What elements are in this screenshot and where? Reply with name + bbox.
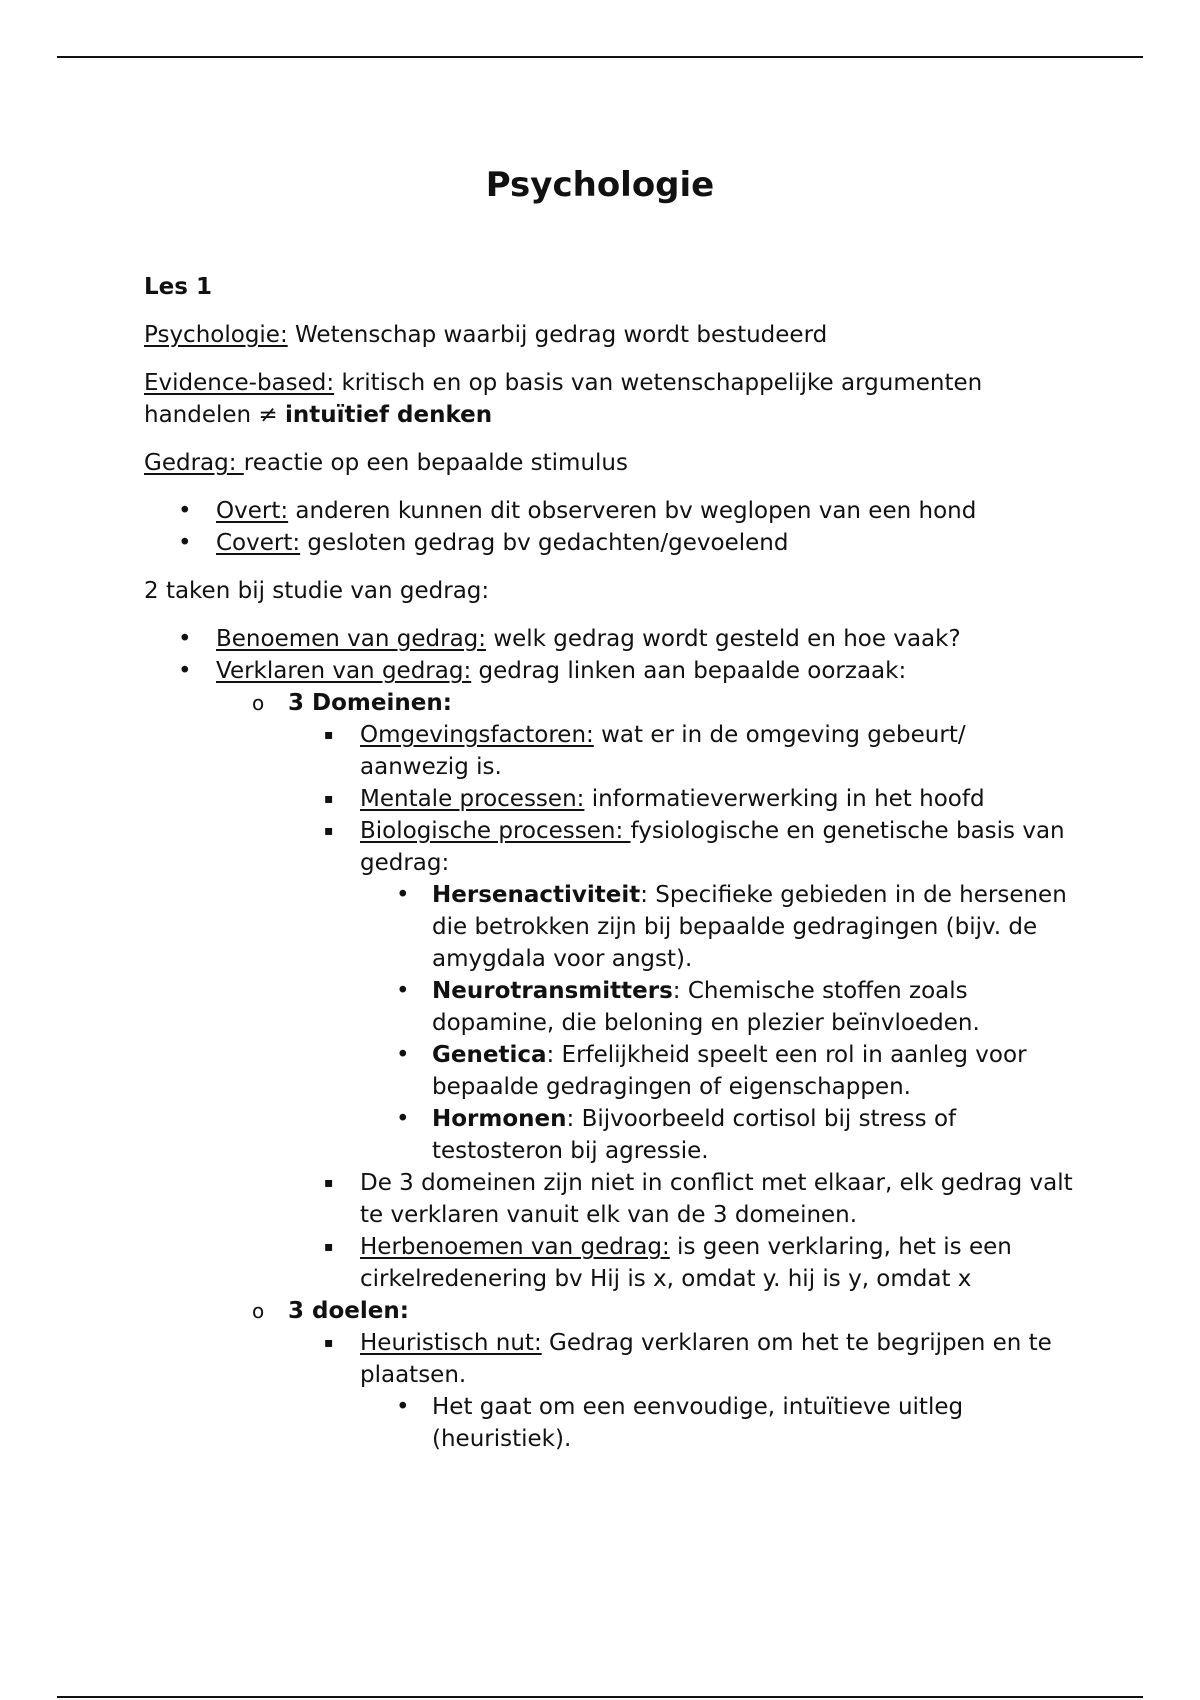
list-item (432, 975, 1074, 1039)
list-item: ▪ De 3 domeinen zijn niet in conflict met elkaar, elk gedrag valt te verklaren vanuit elk van de 3 domeinen. (360, 1167, 1074, 1231)
item-text: fysiologische en genetische basis van gedrag: (360, 818, 1065, 876)
list-item (360, 815, 1074, 1167)
term: Evidence-based: (144, 370, 335, 396)
list-item (432, 1039, 1074, 1103)
definition-text: reactie op een bepaalde stimulus (243, 450, 628, 476)
list-item (360, 783, 1074, 815)
term: Omgevingsfactoren: (360, 722, 594, 748)
definition-psychologie (144, 319, 1074, 351)
list-item (216, 495, 1074, 527)
definition-gedrag (144, 447, 1074, 479)
biologische-list (432, 879, 1074, 1167)
term: Psychologie: (144, 322, 288, 348)
item-text: gesloten gedrag bv gedachten/gevoelend (300, 530, 789, 556)
list-item (432, 879, 1074, 975)
term: Herbenoemen van gedrag: (360, 1234, 670, 1260)
definition-text: kritisch en op basis van wetenschappelijke argumenten handelen ≠ (144, 370, 983, 428)
bold-term: Genetica (432, 1042, 547, 1068)
item-text: : Chemische stoffen zoals dopamine, die beloning en plezier beïnvloeden. (432, 978, 980, 1036)
bold-term: Neurotransmitters (432, 978, 673, 1004)
doelen-list (360, 1327, 1074, 1455)
list-item (288, 1295, 1074, 1455)
item-text: : Erfelijkheid speelt een rol in aanleg voor bepaalde gedragingen of eigenschappen. (432, 1042, 1027, 1100)
document-body (144, 271, 1074, 1455)
heuristisch-sublist (432, 1391, 1074, 1455)
term: Heuristisch nut: (360, 1330, 542, 1356)
doelen-label: 3 doelen: (288, 1298, 409, 1324)
list-item (360, 1231, 1074, 1295)
taken-list (216, 623, 1074, 1455)
list-item: • Het gaat om een eenvoudige, intuïtieve uitleg (heuristiek). (432, 1391, 1074, 1455)
definition-text: Wetenschap waarbij gedrag wordt bestudeerd (287, 322, 828, 348)
lesson-heading: Les 1 (144, 274, 212, 300)
item-text: Gedrag verklaren om het te begrijpen en te plaatsen. (360, 1330, 1052, 1388)
term: Covert: (216, 530, 301, 556)
taken-intro: 2 taken bij studie van gedrag: (144, 578, 490, 604)
list-item (288, 687, 1074, 1295)
item-text: : Bijvoorbeeld cortisol bij stress of testosteron bij agressie. (432, 1106, 957, 1164)
term: Biologische processen: (360, 818, 631, 844)
item-text: wat er in de omgeving gebeurt/ aanwezig is. (360, 722, 966, 780)
item-text: informatieverwerking in het hoofd (584, 786, 985, 812)
verklaren-sublist (288, 687, 1074, 1455)
top-rule (57, 56, 1143, 58)
item-text: is geen verklaring, het is een cirkelredenering bv Hij is x, omdat y. hij is y, omdat x (360, 1234, 1012, 1292)
term: Mentale processen: (360, 786, 585, 812)
term: Overt: (216, 498, 289, 524)
term: Verklaren van gedrag: (216, 658, 472, 684)
list-item (432, 1103, 1074, 1167)
gedrag-types-list (216, 495, 1074, 559)
item-text: : Specifieke gebieden in de hersenen die betrokken zijn bij bepaalde gedragingen (bijv. de amygdala voor angst). (432, 882, 1067, 972)
list-item (216, 527, 1074, 559)
list-item (216, 655, 1074, 1455)
term: Benoemen van gedrag: (216, 626, 487, 652)
definition-evidence-based (144, 367, 1074, 431)
list-item (360, 1327, 1074, 1455)
bold-term: Hersenactiviteit (432, 882, 641, 908)
list-item (360, 719, 1074, 783)
domeinen-label: 3 Domeinen: (288, 690, 452, 716)
domeinen-list (360, 719, 1074, 1295)
item-text: welk gedrag wordt gesteld en hoe vaak? (486, 626, 961, 652)
list-item (216, 623, 1074, 655)
page-title: Psychologie (485, 164, 715, 205)
item-text: gedrag linken aan bepaalde oorzaak: (471, 658, 907, 684)
bold-phrase: intuïtief denken (285, 402, 493, 428)
bold-term: Hormonen (432, 1106, 567, 1132)
item-text: anderen kunnen dit observeren bv weglopen van een hond (288, 498, 977, 524)
term: Gedrag: (144, 450, 244, 476)
bottom-rule (57, 1696, 1143, 1698)
